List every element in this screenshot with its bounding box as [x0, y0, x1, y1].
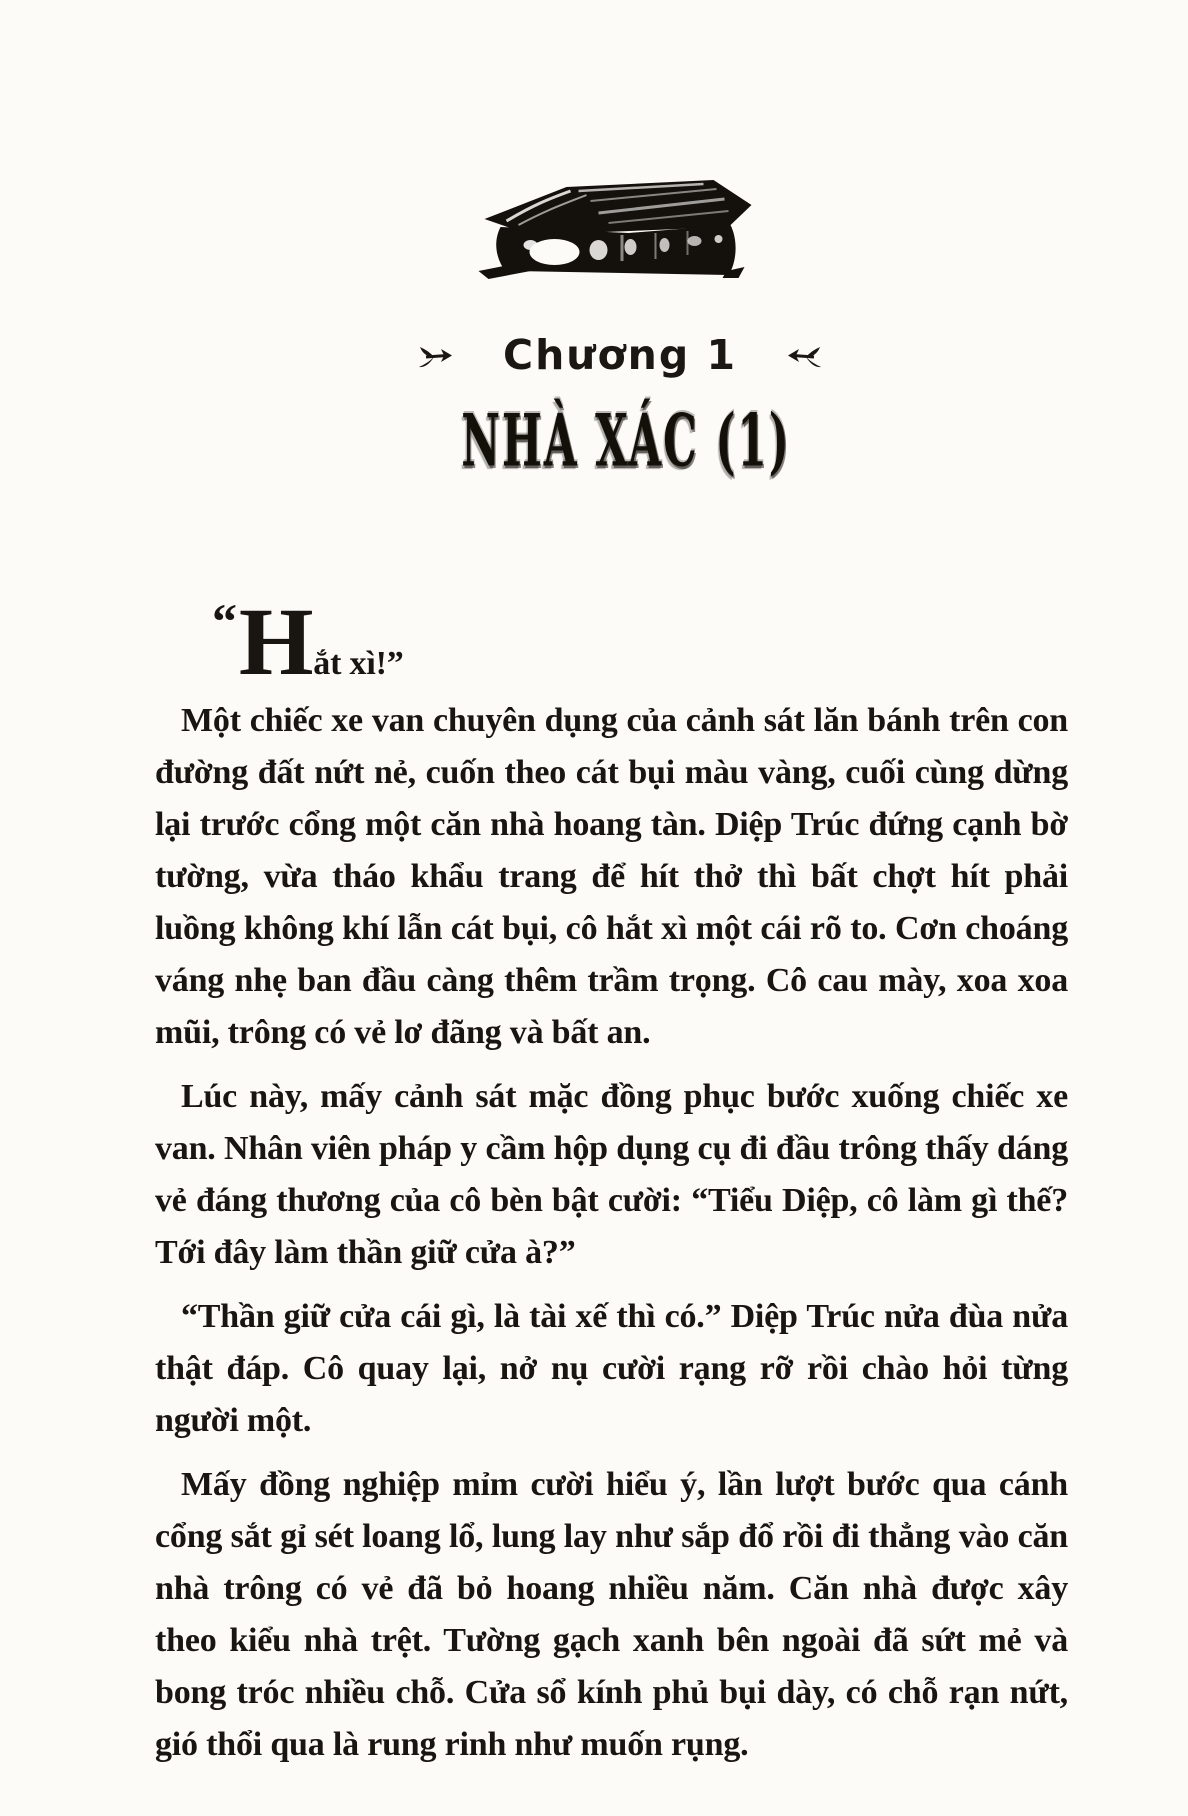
chapter-heading [26, 331, 1188, 379]
paragraph-2: Lúc này, mấy cảnh sát mặc đồng phục bước xuống chiếc xe van. Nhân viên pháp y cầm hộp dụng cụ đi đầu trông thấy dáng vẻ đáng thương của cô bèn bật cười: “Tiểu Diệp, cô làm gì thế? Tới đây làm thần giữ cửa à?” [155, 1078, 1068, 1272]
chapter-label: Chương 1 [503, 331, 737, 379]
coffin-icon [478, 175, 764, 287]
drop-cap: H [238, 588, 314, 695]
fleur-arrow-left-icon [787, 341, 823, 371]
coffin-illustration [478, 175, 764, 287]
opening-rest: ắt xì!” [313, 645, 404, 682]
paragraph-3: “Thần giữ cửa cái gì, là tài xế thì có.” Diệp Trúc nửa đùa nửa thật đáp. Cô quay lại, nở nụ cười rạng rỡ rồi chào hỏi từng người một. [155, 1298, 1068, 1440]
body-text [155, 560, 1068, 1771]
fleur-arrow-right-icon [417, 341, 453, 371]
chapter-title: NHÀ XÁC (1) [461, 399, 791, 484]
paragraph-4: Mấy đồng nghiệp mỉm cười hiểu ý, lần lượt bước qua cánh cổng sắt gỉ sét loang lổ, lung lay như sắp đổ rồi đi thẳng vào căn nhà trông có vẻ đã bỏ hoang nhiều năm. Căn nhà được xây theo kiểu nhà trệt. Tường gạch xanh bên ngoài đã sứt mẻ và bong tróc nhiều chỗ. Cửa sổ kính phủ bụi dày, có chỗ rạn nứt, gió thổi qua là rung rinh như muốn rụng. [155, 1466, 1068, 1764]
paragraph-1: Một chiếc xe van chuyên dụng của cảnh sát lăn bánh trên con đường đất nứt nẻ, cuốn theo cát bụi màu vàng, cuối cùng dừng lại trước cổng một căn nhà hoang tàn. Diệp Trúc đứng cạnh bờ tường, vừa tháo khẩu trang để hít thở thì bất chợt hít phải luồng không khí lẫn cát bụi, cô hắt xì một cái rõ to. Cơn choáng váng nhẹ ban đầu càng thêm trầm trọng. Cô cau mày, xoa xoa mũi, trông có vẻ lơ đãng và bất an. [155, 702, 1068, 1052]
opening-quote: “ [212, 593, 237, 649]
opening-line [155, 560, 1068, 695]
